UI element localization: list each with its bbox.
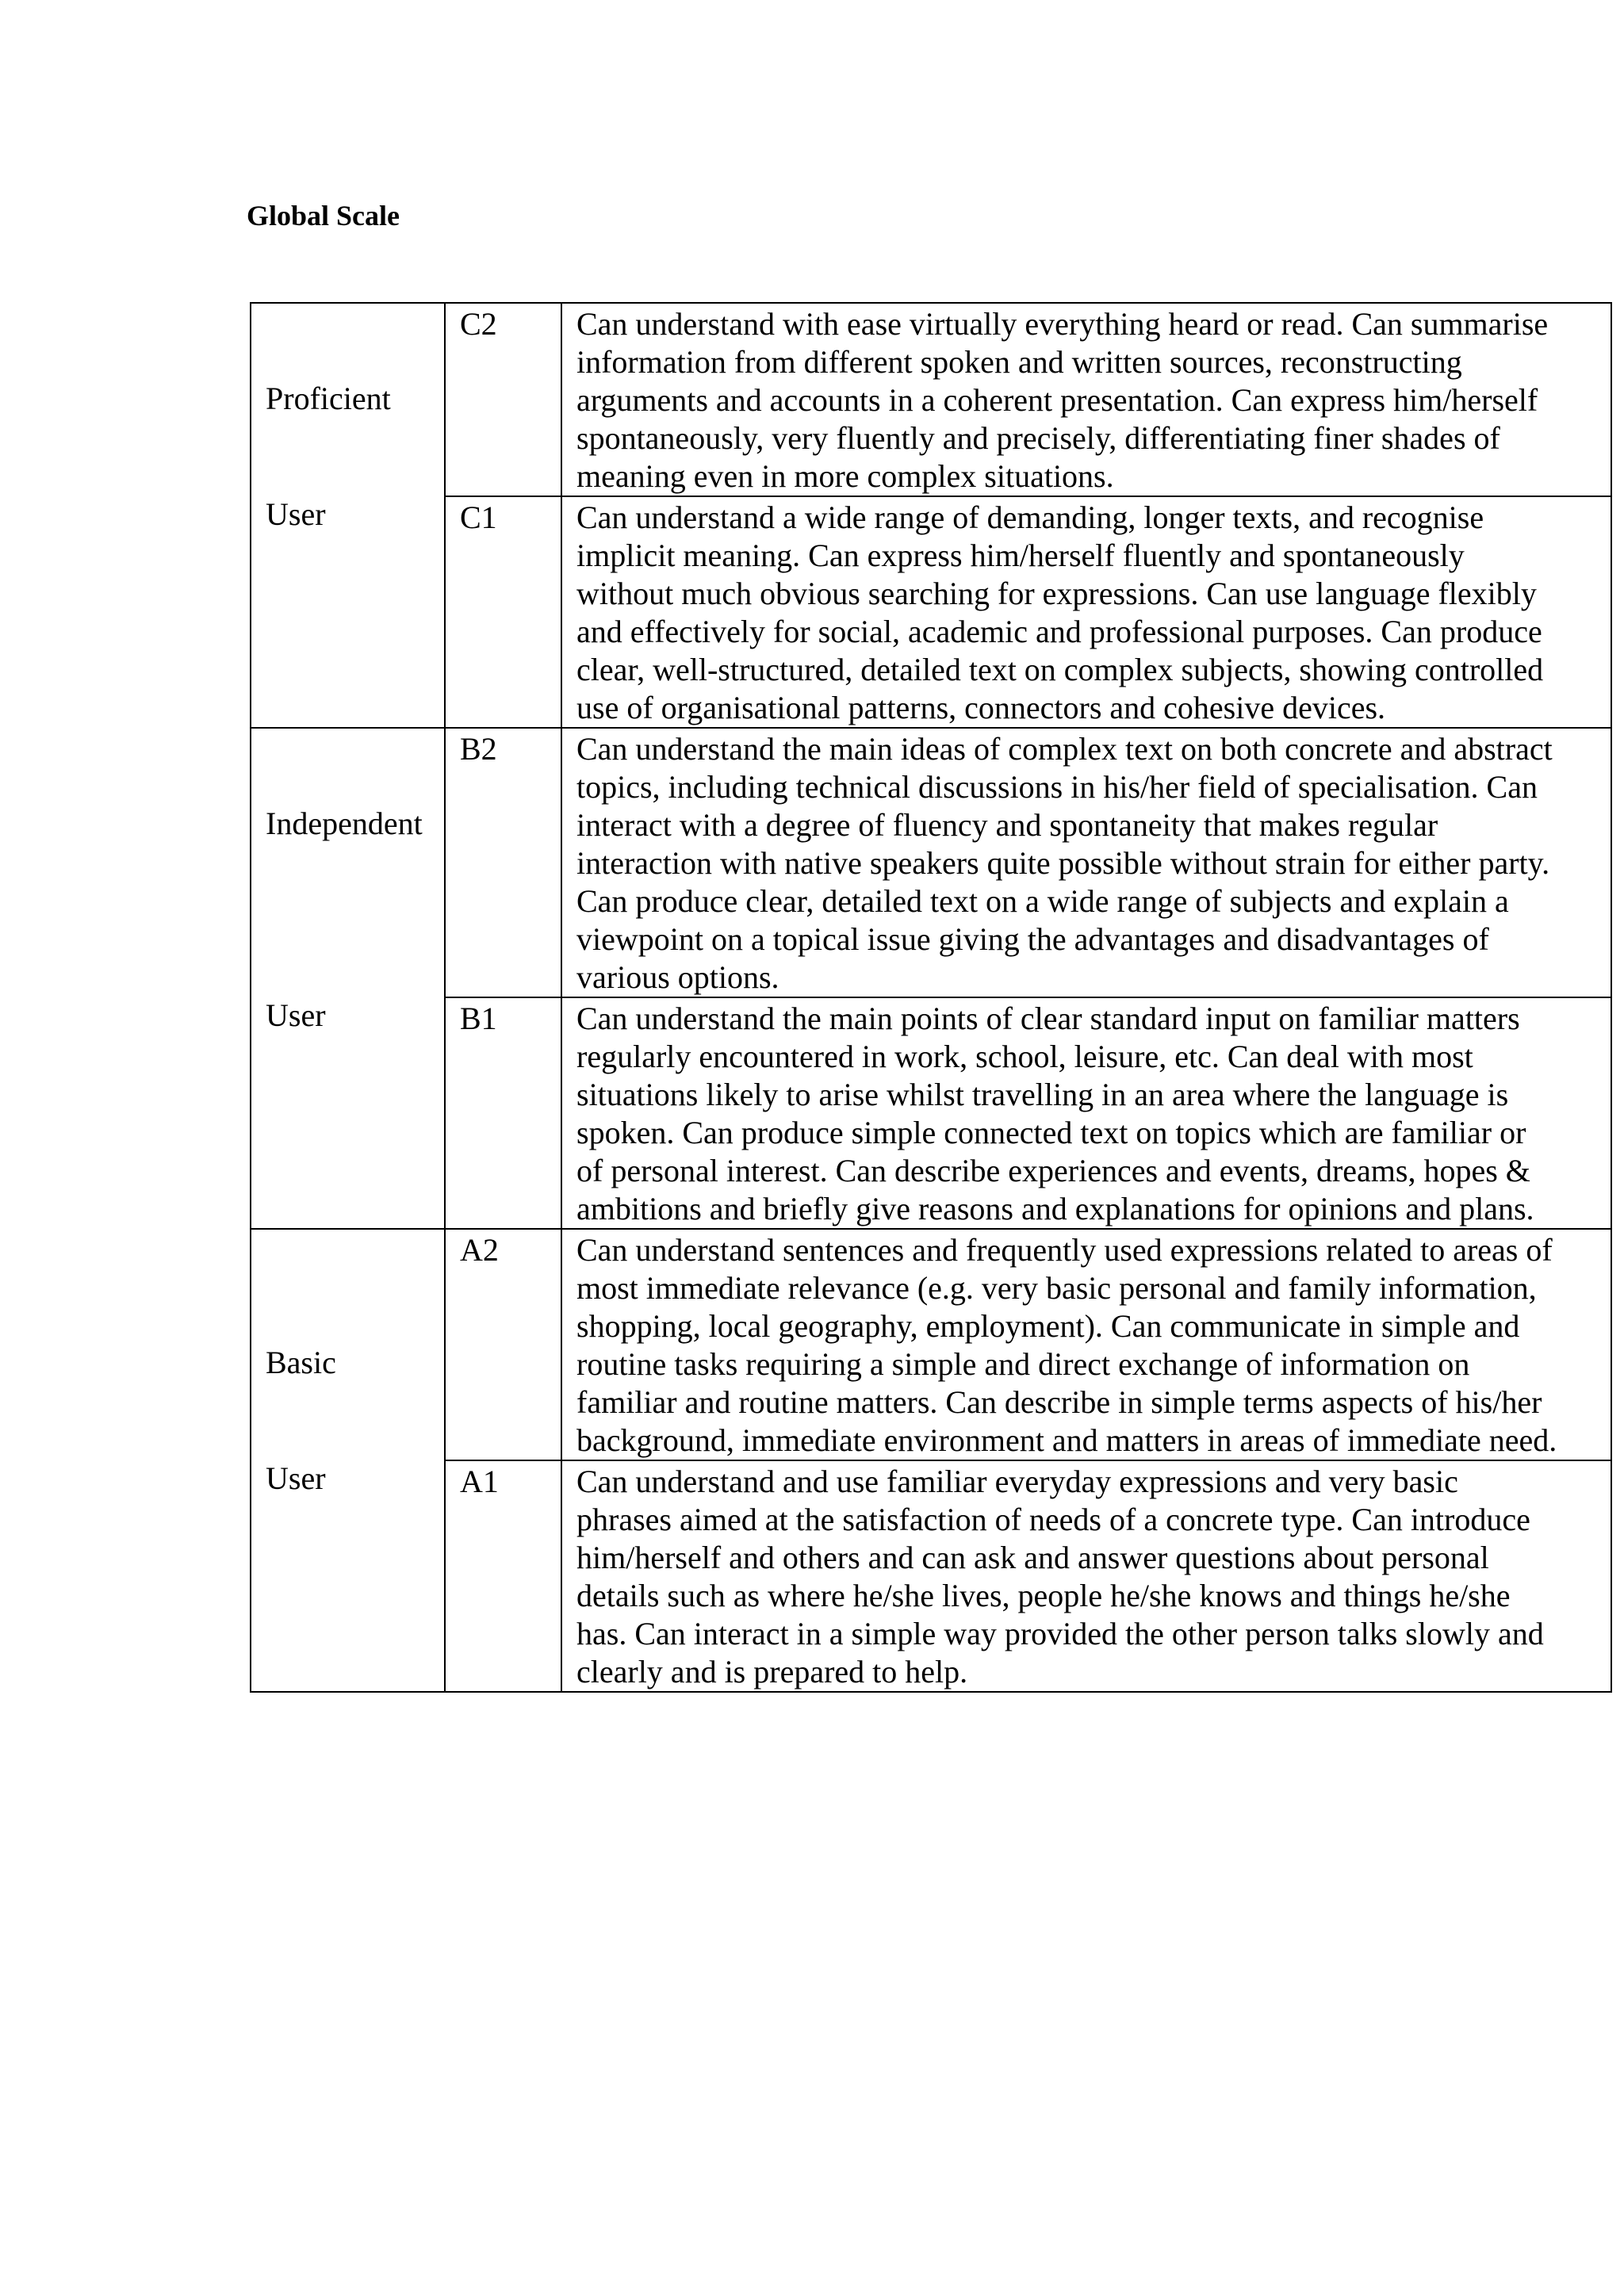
level-description [561, 496, 1611, 728]
description-line: Can understand a wide range of demanding, longer texts, and recognise [576, 499, 1484, 535]
description-line: Can understand sentences and frequently used expressions related to areas of [576, 1232, 1553, 1268]
table-row [251, 1460, 1611, 1692]
level-code: B2 [445, 728, 561, 997]
description-line: viewpoint on a topical issue giving the advantages and disadvantages of [576, 921, 1489, 957]
description-line: clear, well-structured, detailed text on complex subjects, showing controlled [576, 652, 1544, 687]
description-line: phrases aimed at the satisfaction of needs of a concrete type. Can introduce [576, 1502, 1530, 1537]
description-line: Can understand the main points of clear standard input on familiar matters [576, 1001, 1520, 1036]
description-line: situations likely to arise whilst travelling in an area where the language is [576, 1077, 1509, 1112]
level-code: B1 [445, 997, 561, 1229]
group-label-bottom: User [266, 1460, 326, 1496]
group-label-top: Proficient [266, 381, 391, 416]
table-row [251, 997, 1611, 1229]
description-line: various options. [576, 959, 779, 995]
group-cell-proficient [251, 303, 445, 728]
description-line: has. Can interact in a simple way provided the other person talks slowly and [576, 1616, 1544, 1651]
description-line: spoken. Can produce simple connected text on topics which are familiar or [576, 1115, 1526, 1150]
description-line: him/herself and others and can ask and answer questions about personal [576, 1540, 1489, 1575]
table-row [251, 303, 1611, 496]
group-label-top: Basic [266, 1345, 336, 1380]
description-line: routine tasks requiring a simple and direct exchange of information on [576, 1346, 1470, 1382]
description-line: most immediate relevance (e.g. very basic personal and family information, [576, 1270, 1537, 1306]
description-line: shopping, local geography, employment). Can communicate in simple and [576, 1308, 1520, 1344]
page-title: Global Scale [247, 200, 400, 232]
group-label-top: Independent [266, 806, 423, 841]
group-cell-basic [251, 1229, 445, 1692]
description-line: Can understand the main ideas of complex text on both concrete and abstract [576, 731, 1553, 767]
description-line: familiar and routine matters. Can describe in simple terms aspects of his/her [576, 1384, 1542, 1420]
description-line: Can understand with ease virtually everything heard or read. Can summarise [576, 306, 1549, 342]
description-line: interact with a degree of fluency and spontaneity that makes regular [576, 807, 1438, 843]
level-description [561, 728, 1611, 997]
description-line: clearly and is prepared to help. [576, 1654, 968, 1689]
table-row [251, 728, 1611, 997]
level-code: C2 [445, 303, 561, 496]
description-line: topics, including technical discussions in his/her field of specialisation. Can [576, 769, 1538, 805]
group-label-bottom: User [266, 997, 326, 1033]
description-line: spontaneously, very fluently and precisely, differentiating finer shades of [576, 420, 1500, 456]
description-line: without much obvious searching for expressions. Can use language flexibly [576, 576, 1537, 611]
level-description [561, 1460, 1611, 1692]
description-line: details such as where he/she lives, people he/she knows and things he/she [576, 1578, 1511, 1613]
group-label-bottom: User [266, 496, 326, 532]
description-line: meaning even in more complex situations. [576, 458, 1114, 494]
level-code: A2 [445, 1229, 561, 1460]
global-scale-table [250, 302, 1612, 1693]
level-code: A1 [445, 1460, 561, 1692]
description-line: ambitions and briefly give reasons and explanations for opinions and plans. [576, 1191, 1534, 1226]
description-line: implicit meaning. Can express him/herself fluently and spontaneously [576, 538, 1465, 573]
description-line: of personal interest. Can describe experiences and events, dreams, hopes & [576, 1153, 1530, 1188]
description-line: and effectively for social, academic and professional purposes. Can produce [576, 614, 1542, 649]
level-description [561, 1229, 1611, 1460]
description-line: interaction with native speakers quite possible without strain for either party. [576, 845, 1550, 881]
description-line: use of organisational patterns, connectors and cohesive devices. [576, 690, 1386, 725]
description-line: regularly encountered in work, school, leisure, etc. Can deal with most [576, 1039, 1473, 1074]
table-row [251, 496, 1611, 728]
description-line: Can understand and use familiar everyday expressions and very basic [576, 1464, 1458, 1499]
group-cell-independent [251, 728, 445, 1229]
level-description [561, 997, 1611, 1229]
description-line: Can produce clear, detailed text on a wide range of subjects and explain a [576, 883, 1509, 919]
level-code: C1 [445, 496, 561, 728]
table-row [251, 1229, 1611, 1460]
description-line: information from different spoken and written sources, reconstructing [576, 344, 1462, 380]
description-line: background, immediate environment and matters in areas of immediate need. [576, 1422, 1557, 1458]
level-description [561, 303, 1611, 496]
description-line: arguments and accounts in a coherent presentation. Can express him/herself [576, 382, 1538, 418]
